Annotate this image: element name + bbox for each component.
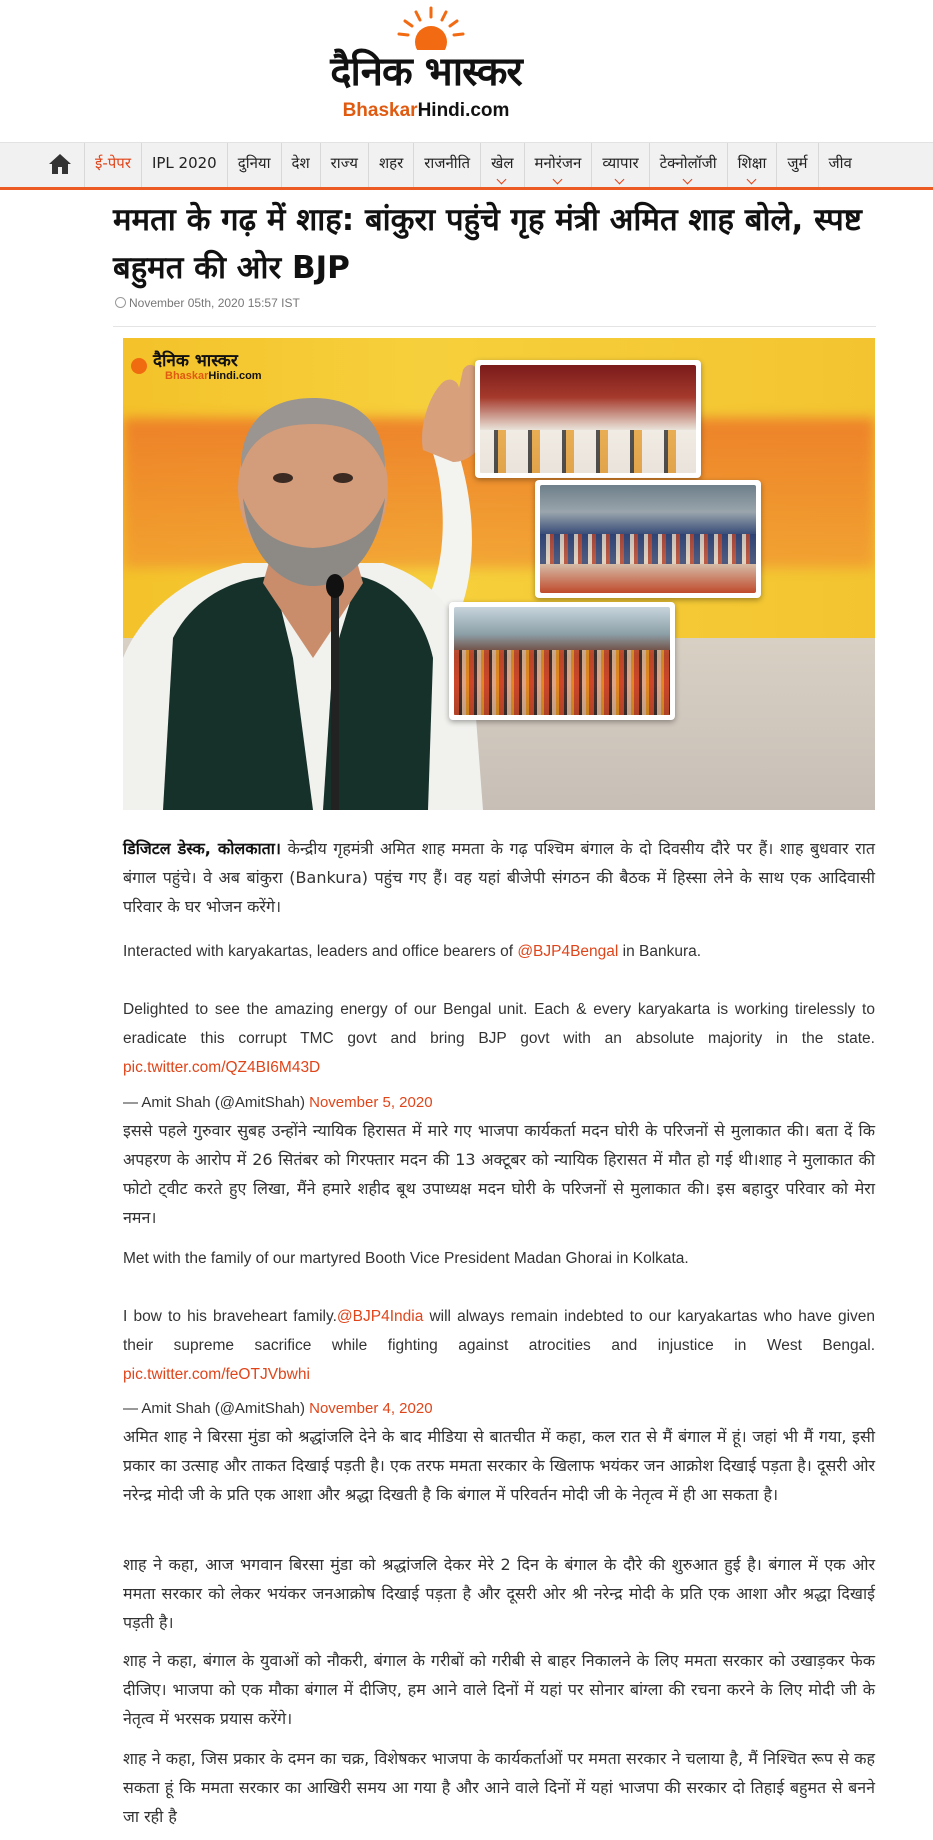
article-paragraph: शाह ने कहा, बंगाल के युवाओं को नौकरी, बंगाल के गरीबों को गरीबी से बाहर निकालने के लिए ममता सरकार को उखाड़कर फेक दीजिए। भाजपा को एक मौका बंगाल में दीजिए, हम आने वाले दिनों में यहां पर सोनार बांग्ला की रचना करने के लिए मोदी जी के नेतृत्व में भरसक प्रयास करेंगे।: [123, 1651, 875, 1728]
article-hero-image: [123, 338, 875, 810]
home-icon[interactable]: [48, 153, 72, 175]
article-paragraph: शाह ने कहा, आज भगवान बिरसा मुंडा को श्रद्धांजलि देकर मेरे 2 दिन के बंगाल के दौरे की शुरुआत हुई है। बंगाल में एक ओर ममता सरकार को लेकर भयंकर जनआक्रोष दिखाई पड़ता है और दूसरी ओर श्री नरेन्द्र मोदी के प्रति एक आशा और श्रद्धा दिखाई पड़ती है।: [123, 1555, 875, 1632]
tweet-embed-1-text: Delighted to see the amazing energy of our Bengal unit. Each & every karyakarta is working tirelessly to eradicate this corrupt TMC govt and bring BJP govt with an absolute majority in the state. pic.twitter.com/QZ4BI6M43D: [123, 1001, 875, 1076]
nav-item[interactable]: शिक्षा: [727, 143, 777, 187]
tweet-pic-link[interactable]: pic.twitter.com/feOTJVbwhi: [123, 1366, 310, 1383]
chevron-down-icon: [615, 175, 625, 185]
divider: [113, 326, 876, 327]
clock-icon: [115, 297, 126, 308]
nav-item[interactable]: व्यापार: [591, 143, 648, 187]
site-logo[interactable]: [296, 6, 556, 126]
chevron-down-icon: [552, 175, 562, 185]
nav-item[interactable]: शहर: [368, 143, 413, 187]
nav-item[interactable]: मनोरंजन: [524, 143, 592, 187]
tweet-embed-2-line1: Met with the family of our martyred Booth Vice President Madan Ghorai in Kolkata.: [123, 1250, 689, 1267]
tweet-mention-link[interactable]: @BJP4India: [336, 1308, 424, 1325]
article-headline: ममता के गढ़ में शाह: बांकुरा पहुंचे गृह मंत्री अमित शाह बोले, स्पष्ट बहुमत की ओर BJP: [113, 202, 862, 286]
tweet-date-link[interactable]: November 4, 2020: [309, 1400, 433, 1417]
tweet-embed-1-author: — Amit Shah (@AmitShah) November 5, 2020: [123, 1094, 433, 1111]
tweet-pic-link[interactable]: pic.twitter.com/QZ4BI6M43D: [123, 1059, 321, 1076]
article-paragraph: अमित शाह ने बिरसा मुंडा को श्रद्धांजलि देने के बाद मीडिया से बातचीत में कहा, कल रात से मैं बंगाल में हूं। जहां भी मैं गया, इसी प्रकार का उत्साह और ताकत दिखाई पड़ती है। एक तरफ ममता सरकार के खिलाफ भयंकर जन आक्रोश दिखाई पड़ता है। दूसरी ओर नरेन्द्र मोदी जी के प्रति एक आशा और श्रद्धा दिखती है कि बंगाल में परिवर्तन मोदी जी के नेतृत्व में ही आ सकता है।: [123, 1427, 875, 1504]
nav-item[interactable]: दुनिया: [227, 143, 281, 187]
nav-item[interactable]: जुर्म: [776, 143, 817, 187]
main-nav: [0, 142, 933, 190]
article-paragraph: शाह ने कहा, जिस प्रकार के दमन का चक्र, विशेषकर भाजपा के कार्यकर्ताओं पर ममता सरकार ने चलाया है, मैं निश्चित रूप से कह सकता हूं कि ममता सरकार का आखिरी समय आ गया है और आने वाले दिनों में यहां भाजपा की सरकार दो तिहाई बहुमत से बनने जा रही है: [123, 1749, 875, 1826]
nav-item[interactable]: राज्य: [320, 143, 368, 187]
tweet-embed-2-text: I bow to his braveheart family.@BJP4India will always remain indebted to our karyakartas who have given their supreme sacrifice while fighting against atrocities and injustice in West Bengal. pic.twitter.com/feOTJVbwhi: [123, 1308, 876, 1383]
event-photo-stage: [475, 360, 701, 478]
tweet-mention-link[interactable]: @BJP4Bengal: [517, 943, 619, 960]
nav-item[interactable]: खेल: [480, 143, 523, 187]
nav-item[interactable]: टेक्नोलॉजी: [649, 143, 727, 187]
tweet-date-link[interactable]: November 5, 2020: [309, 1094, 433, 1111]
nav-item[interactable]: ई-पेपर: [84, 143, 141, 187]
hero-watermark-logo: दैनिक भास्कर BhaskarHindi.com: [129, 346, 269, 386]
event-photo-rally: [449, 602, 675, 720]
logo-english-text: BhaskarHindi.com: [342, 100, 510, 121]
article-paragraph: इससे पहले गुरुवार सुबह उन्होंने न्यायिक हिरासत में मारे गए भाजपा कार्यकर्ता मदन घोरी के परिजनों से मुलाकात की। बता दें कि अपहरण के आरोप में 26 सितंबर को गिरफ्तार मदन की 13 अक्टूबर को न्यायिक हिरासत में मौत हो गई थी।शाह ने मुलाकात की फोटो ट्वीट करते हुए लिखा, मैंने हमारे शहीद बूथ उपाध्यक्ष मदन घोरी के परिजनों से मुलाकात की। इस बहादुर परिवार को मेरा नमन।: [123, 1121, 875, 1227]
nav-item[interactable]: IPL 2020: [141, 143, 227, 187]
tweet-embed-2-author: — Amit Shah (@AmitShah) November 4, 2020: [123, 1400, 433, 1417]
nav-item[interactable]: जीव: [818, 143, 862, 187]
nav-item[interactable]: राजनीति: [413, 143, 480, 187]
tweet-embed-1-line1: Interacted with karyakartas, leaders and office bearers of @BJP4Bengal in Bankura.: [123, 943, 702, 960]
article-paragraph: डिजिटल डेस्क, कोलकाता। केन्द्रीय गृहमंत्री अमित शाह ममता के गढ़ पश्चिम बंगाल के दो दिवसीय दौरे पर हैं। शाह बुधवार रात बंगाल पहुंचे। वे अब बांकुरा (Bankura) पहुंच गए हैं। वह यहां बीजेपी संगठन की बैठक में हिस्सा लेने के साथ एक आदिवासी परिवार के घर भोजन करेंगे।: [123, 839, 875, 916]
chevron-down-icon: [683, 175, 693, 185]
logo-hindi-text: दैनिक भास्कर: [330, 49, 522, 95]
chevron-down-icon: [747, 175, 757, 185]
event-photo-meeting: [535, 480, 761, 598]
chevron-down-icon: [497, 175, 507, 185]
nav-item[interactable]: देश: [281, 143, 320, 187]
article-date: November 05th, 2020 15:57 IST: [115, 296, 300, 310]
nav-list: [84, 143, 862, 187]
